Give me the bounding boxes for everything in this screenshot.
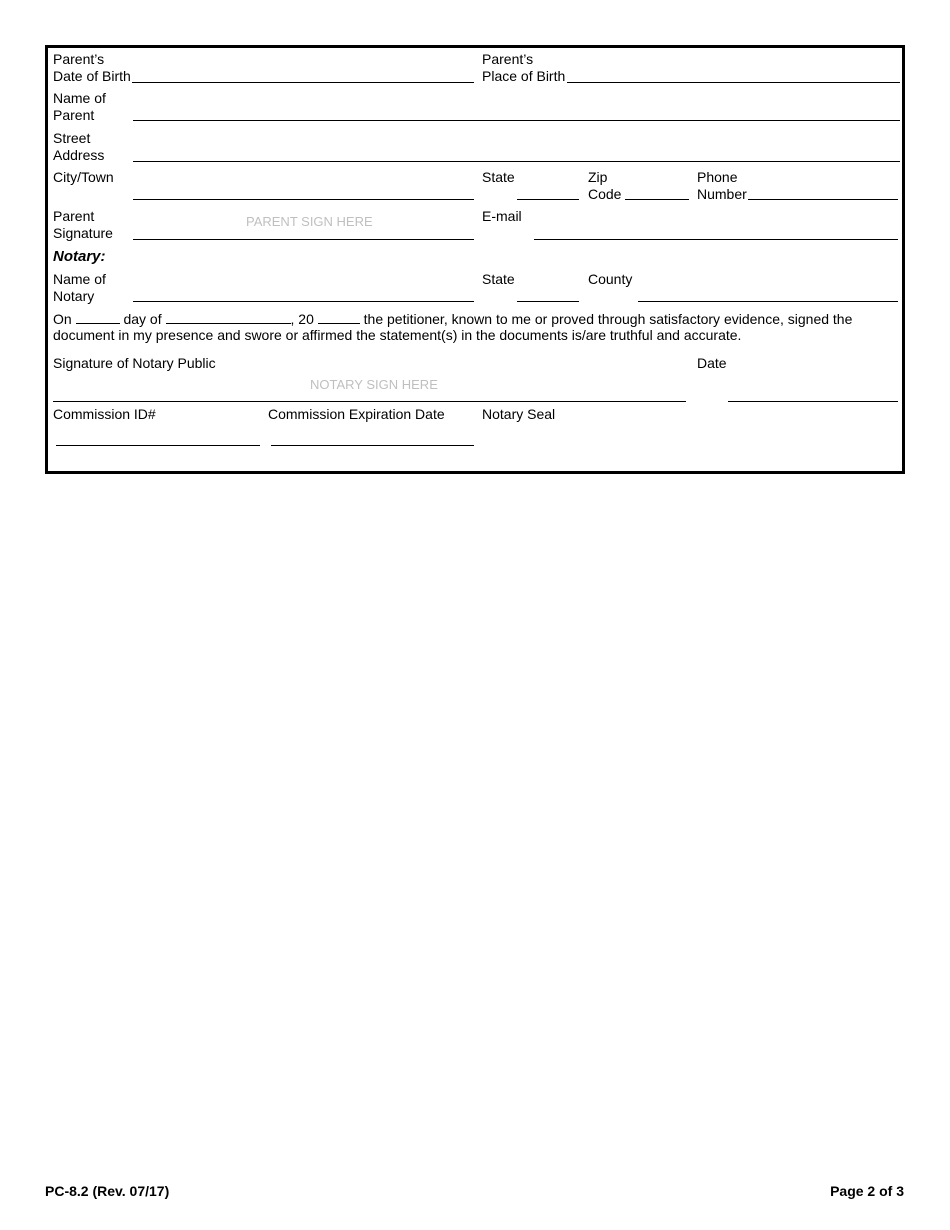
email-label: E-mail	[482, 208, 522, 224]
street-address-label: Street Address	[53, 130, 105, 163]
notary-date-label: Date	[697, 355, 727, 371]
form-id: PC-8.2 (Rev. 07/17)	[45, 1183, 170, 1199]
parent-state-label: State	[482, 169, 515, 185]
year-field[interactable]	[318, 310, 360, 324]
commission-expiration-field[interactable]	[271, 445, 474, 446]
parent-state-field[interactable]	[517, 199, 579, 200]
notary-signature-label: Signature of Notary Public	[53, 355, 216, 371]
notary-state-field[interactable]	[517, 301, 579, 302]
parent-name-label: Name of Parent	[53, 90, 106, 123]
dob-label: Parent’s Date of Birth	[53, 51, 131, 84]
phone-number-field[interactable]	[748, 199, 898, 200]
notary-statement-line2: document in my presence and swore or affirmed the statement(s) in the documents is/are truthful and accurate.	[53, 327, 742, 343]
notary-statement-line1: On day of , 20 the petitioner, known to me or proved through satisfactory evidence, signed the	[53, 311, 853, 327]
parent-name-field[interactable]	[133, 120, 900, 121]
parent-signature-label: Parent Signature	[53, 208, 113, 241]
pob-label: Parent’s Place of Birth	[482, 51, 566, 84]
parent-notary-form	[45, 45, 905, 474]
parent-signature-field[interactable]	[133, 239, 474, 240]
county-label: County	[588, 271, 633, 287]
phone-number-label: Phone Number	[697, 169, 747, 202]
day-field[interactable]	[76, 310, 120, 324]
notary-heading: Notary:	[53, 248, 106, 265]
notary-name-field[interactable]	[133, 301, 474, 302]
month-field[interactable]	[166, 310, 291, 324]
notary-seal-label: Notary Seal	[482, 406, 556, 422]
commission-id-label: Commission ID#	[53, 406, 156, 422]
page-number: Page 2 of 3	[830, 1183, 904, 1199]
notary-name-label: Name of Notary	[53, 271, 106, 304]
pob-field[interactable]	[567, 82, 900, 83]
email-field[interactable]	[534, 239, 898, 240]
parent-sign-here-placeholder: PARENT SIGN HERE	[246, 214, 373, 229]
notary-state-label: State	[482, 271, 515, 287]
city-label: City/Town	[53, 169, 114, 185]
zip-code-field[interactable]	[625, 199, 689, 200]
commission-id-field[interactable]	[56, 445, 260, 446]
commission-expiration-label: Commission Expiration Date	[268, 406, 445, 422]
notary-sign-here-placeholder: NOTARY SIGN HERE	[310, 377, 438, 392]
zip-code-label: Zip Code	[588, 169, 622, 202]
city-field[interactable]	[133, 199, 474, 200]
notary-signature-field[interactable]	[53, 401, 686, 402]
street-address-field[interactable]	[133, 161, 900, 162]
notary-date-field[interactable]	[728, 401, 898, 402]
dob-field[interactable]	[132, 82, 474, 83]
county-field[interactable]	[638, 301, 898, 302]
